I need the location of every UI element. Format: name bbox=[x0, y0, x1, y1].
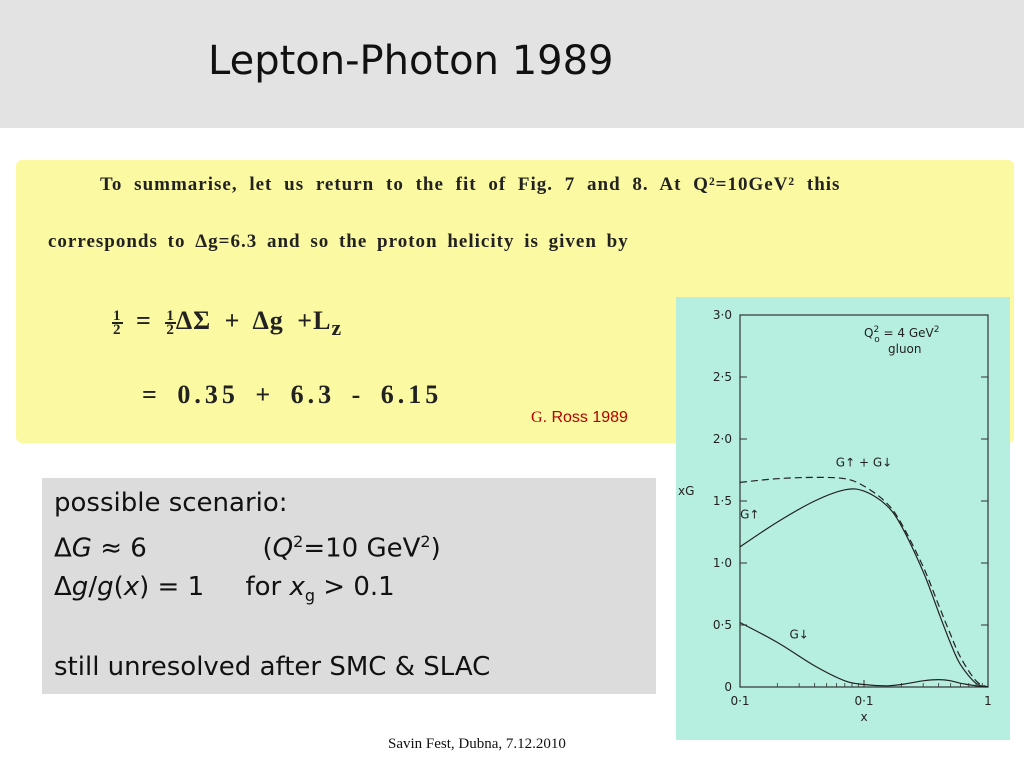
y-tick-label: 1·5 bbox=[712, 494, 732, 508]
scenario-heading: possible scenario: bbox=[54, 488, 288, 518]
q-annotation: $Q^2$ o = 4 GeV$^2$ bbox=[864, 325, 940, 345]
y-tick-label: 0 bbox=[724, 680, 732, 694]
scenario-delta-g-ratio: Δg/g(x) = 1 for $x_g > 0.1$ bbox=[54, 572, 395, 606]
quote-line-2: corresponds to Δg=6.3 and so the proton helicity is given by bbox=[48, 231, 629, 252]
series-line bbox=[740, 489, 988, 687]
helicity-equation: $\frac{1}{2}$ = $\frac{1}{2}$ $\Delta\Sigma + \Delta g +L_z$ bbox=[113, 306, 343, 341]
quote-line-1: To summarise, let us return to the fit of Fig. 7 and 8. At Q²=10GeV² this bbox=[100, 174, 841, 195]
y-tick-label: 2·0 bbox=[712, 432, 732, 446]
series-line bbox=[740, 623, 988, 688]
citation: G. Ross 1989 bbox=[531, 409, 628, 426]
scenario-status: still unresolved after SMC & SLAC bbox=[54, 652, 491, 682]
y-tick-label: 1·0 bbox=[712, 556, 732, 570]
footer: Savin Fest, Dubna, 7.12.2010 bbox=[388, 736, 566, 752]
y-tick-label: 0·5 bbox=[712, 618, 732, 632]
scenario-delta-G: ΔG ≈ 6 ($Q^2=10$ GeV$^2$) bbox=[54, 532, 441, 564]
curve-label: G↓ bbox=[789, 627, 809, 642]
x-tick-label: 1 bbox=[984, 694, 992, 708]
y-tick-label: 3·0 bbox=[712, 308, 732, 322]
half-fraction-rhs: $\frac{1}{2}$ bbox=[166, 308, 175, 339]
plot-panel bbox=[676, 297, 1010, 740]
x-axis-label: x bbox=[860, 710, 868, 724]
y-tick-label: 2·5 bbox=[712, 370, 732, 384]
curve-label: G↑ bbox=[740, 507, 760, 522]
gluon-label: gluon bbox=[888, 342, 922, 356]
y-axis-label: xG bbox=[678, 483, 695, 498]
gluon-distribution-chart bbox=[676, 297, 1010, 740]
x-tick-label: 0·1 bbox=[730, 694, 750, 708]
series-line bbox=[740, 477, 988, 687]
slide-title: Lepton-Photon 1989 bbox=[208, 38, 614, 84]
plot-frame bbox=[740, 315, 988, 687]
half-fraction: $\frac{1}{2}$ bbox=[113, 308, 122, 339]
curve-label: G↑ + G↓ bbox=[835, 455, 893, 470]
helicity-values: = 0.35 + 6.3 - 6.15 bbox=[142, 380, 443, 409]
x-tick-label: 0·1 bbox=[854, 694, 874, 708]
